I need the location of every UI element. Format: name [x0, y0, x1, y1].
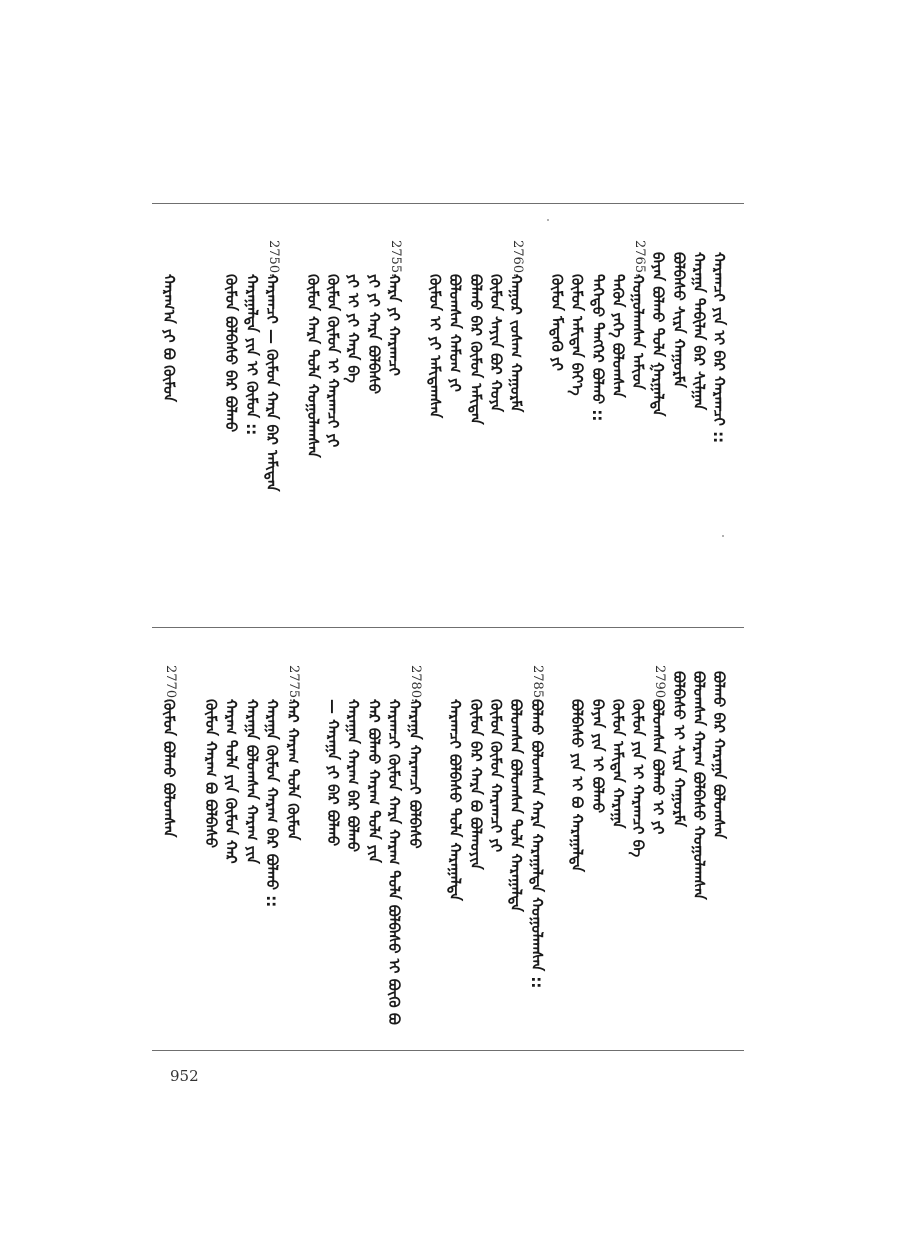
text-column: ᠬᠦᠮᠦᠨ ᠪᠡᠷ ᠬᠠᠷᠠ ᠪᠣ ᠪᠣᠯᠬᠤᠶᠢᠨ [467, 699, 485, 870]
text-column: ᠬᠦᠮᠦᠨ ᠬᠠᠷᠠ ᠲᠤᠯᠠ ᠬᠤᠭᠤᠯᠠᠭᠰᠠᠨ [304, 274, 322, 458]
text-column: ᠬᠠᠷᠠᠭᠠᠨ ᠬᠠᠷᠠᠭ ᠪᠡᠷ ᠪᠣᠯᠬᠤ [344, 699, 362, 853]
text-column: ᠬᠤᠭᠤᠯᠠᠭᠰᠠᠨ ᠠᠮᠢᠳ [629, 274, 647, 390]
text-column: ᠬᠠᠷᠠᠭᠴᠢ ᠬᠦᠮᠦᠨ ᠬᠠᠷᠠ ᠬᠠᠷᠠᠭ ᠲᠤᠯᠠ ᠪᠣᠯᠪᠠᠰᠤ ᠢ ᠪᠦᠬᠦ ᠪᠣ [385, 699, 403, 1025]
text-column: ᠲᠡᠭᠡᠳᠦ ᠲᠡᠩᠭᠡᠷ ᠪᠣᠯᠬᠤ :: [589, 274, 607, 422]
text-column: ᠪᠣᠯᠪᠠᠰᠤ ᠶᠢᠨ ᠢ ᠪᠣ ᠬᠠᠷᠠᠭᠠᠯᠲᠠ [568, 699, 586, 873]
text-column: ᠬᠠᠷᠠᠭᠠ ᠲᠠᠪᠢᠯᠠᠨ ᠪᠡᠷ ᠰᠢᠯᠭᠠᠨ [690, 252, 708, 411]
text-column: ᠬᠠᠷᠠᠭᠠᠯᠲᠠ ᠶᠢᠨ ᠢ ᠬᠦᠮᠦᠨ :: [243, 274, 261, 436]
text-column: ᠶᠢ ᠢ ᠶᠢ ᠬᠠᠷᠠ ᠪᠡ [344, 274, 362, 383]
text-column: ᠪᠣᠯᠬᠤ ᠪᠣᠯᠤᠭᠰᠠᠨ ᠬᠠᠷᠠ ᠬᠠᠷᠠᠭᠠᠯᠲᠠ ᠬᠤᠭᠤᠯᠠᠭᠰᠠᠨ :: [528, 699, 546, 989]
text-column: ᠬᠠᠷᠠᠭᠴᠢ — ᠬᠦᠮᠦᠨ ᠬᠠᠷᠠ ᠪᠡᠷ ᠠᠮᠢᠲᠠᠨ [263, 274, 281, 492]
text-column: ᠬᠦᠮᠦᠨ ᠬᠦᠮᠦᠨ ᠢ ᠬᠠᠷᠠᠭᠴᠢ ᠶᠢ [324, 274, 342, 448]
text-column: — ᠬᠠᠷᠠᠭᠠ ᠶᠢ ᠪᠡᠷ ᠪᠣᠯᠬᠤ [324, 699, 342, 847]
line-number: 2775. [286, 665, 301, 703]
text-column: ᠬᠠᠷᠠᠭ᠎ᠠ ᠶᠢ ᠪᠣ ᠬᠦᠮᠦᠨ [160, 274, 178, 403]
text-column: ᠬᠦᠮᠦᠨ ᠰᠠᠶᠢᠨ ᠪᠣᠷ ᠬᠣᠶᠠ [487, 274, 505, 413]
text-column: ᠬᠠᠷᠠᠭᠠ ᠬᠠᠷᠠᠭᠴᠢ ᠪᠣᠯᠪᠠᠰᠤ [406, 699, 424, 849]
text-column: ᠪᠣᠯᠤᠭᠰᠠᠨ ᠬᠠᠷᠠᠭ ᠪᠣᠯᠪᠠᠰᠤ ᠬᠤᠭᠤᠯᠠᠭᠰᠠᠨ [690, 671, 708, 900]
text-column: ᠬᠠᠷᠠᠭᠠ ᠪᠣᠯᠤᠭᠰᠠᠨ ᠬᠠᠷᠠᠭ ᠶᠢᠨ [243, 699, 261, 864]
line-number: 2770. [163, 665, 178, 703]
text-column: ᠪᠣᠯᠬᠤ ᠪᠡᠷ ᠬᠦᠮᠦᠨ ᠠᠮᠢᠲᠠᠨ [467, 274, 485, 425]
text-column: ᠬᠦᠮᠦᠨ ᠶᠢᠨ ᠢ ᠬᠠᠷᠠᠭᠴᠢ ᠪᠡ [629, 699, 647, 858]
text-column: ᠪᠠᠶᠠᠨ ᠶᠢᠨ ᠢ ᠪᠣᠯᠬᠤ [589, 699, 607, 814]
line-number: 2790. [652, 665, 667, 703]
text-column: ᠪᠣᠯᠤᠭᠰᠠᠨ ᠪᠣᠯᠤᠭᠰᠠᠨ ᠲᠤᠯᠠ ᠬᠠᠷᠠᠭᠠᠯᠲᠠ [507, 699, 525, 912]
text-column: ᠬᠠᠷᠠᠭᠴᠢ ᠪᠣᠯᠪᠠᠰᠤ ᠲᠤᠯᠠ ᠬᠠᠷᠠᠭᠠᠯᠲᠠ [446, 699, 464, 901]
speck [547, 219, 549, 221]
text-column: ᠪᠠᠶᠠᠨ ᠪᠣᠯᠬᠤ ᠲᠤᠯᠠ ᠭᠠᠷᠭᠠᠯᠲᠠ [649, 252, 667, 417]
text-column: ᠬᠦᠮᠦᠨ ᠠᠮᠢᠲᠠᠨ ᠪᠡᠶ᠎ᠡ [568, 274, 586, 396]
text-column: ᠬᠦᠮᠦᠨ ᠪᠣᠯᠪᠠᠰᠤ ᠪᠡᠷ ᠪᠣᠯᠬᠤ [222, 274, 240, 433]
text-column: ᠪᠣᠯᠪᠠᠰᠤ ᠢ ᠰᠢᠷᠡ ᠬᠠᠭᠤᠷᠮᠠ [670, 671, 688, 828]
text-column: ᠬᠠᠭᠤᠷ ᠵᠤᠰᠠᠭ ᠬᠠᠭᠤᠷᠮᠠ [507, 274, 525, 413]
text-column: ᠬᠠᠷᠠᠭᠠ ᠬᠦᠮᠦᠨ ᠬᠠᠷᠠᠭ ᠪᠡᠷ ᠪᠣᠯᠬᠤ :: [263, 699, 281, 908]
line-number: 2760. [510, 240, 525, 278]
text-column: ᠶᠢ ᠶᠢ ᠬᠠᠷᠠ ᠪᠣᠯᠪᠠᠰᠤ [365, 274, 383, 394]
text-column: ᠪᠣᠯᠬᠤ ᠪᠡᠷ ᠬᠠᠷᠠᠭᠠ ᠪᠣᠯᠤᠭᠰᠠᠨ [710, 671, 728, 839]
bottom-rule [152, 1050, 744, 1051]
text-column: ᠪᠣᠯᠤᠭᠰᠠᠨ ᠬᠠᠮᠤᠭ ᠶᠢ [446, 274, 464, 392]
line-number: 2755. [388, 240, 403, 278]
text-column: ᠬᠠᠷᠠᠭᠴᠢ ᠶᠢᠨ ᠢ ᠪᠡᠷ ᠬᠠᠷᠠᠭᠴᠢ :: [710, 252, 728, 444]
text-column: ᠬᠠᠷᠠᠭ ᠲᠤᠯᠠ ᠶᠢᠨ ᠬᠦᠮᠦᠨ ᠬᠠᠷ [222, 699, 240, 864]
text-column: ᠬᠦᠮᠦᠨ ᠬᠦᠮᠦᠨ ᠬᠠᠷᠠᠭᠴᠢ ᠶᠢ [487, 699, 505, 853]
text-column: ᠬᠦᠮᠦᠨ ᠪᠣᠯᠬᠤ ᠪᠣᠯᠤᠭᠰᠠᠨ [160, 699, 178, 838]
text-column: ᠬᠦᠮᠦᠨ ᠮᠡᠳᠡᠬᠦ ᠶᠢ [548, 274, 566, 371]
line-number: 2750. [266, 240, 281, 278]
text-column: ᠲᠡᠭᠦᠨ ᠶᠡᠭᠡ ᠪᠣᠯᠤᠭᠰᠠᠨ [609, 274, 627, 398]
text-column: ᠪᠣᠯᠤᠭᠰᠠᠨ ᠪᠣᠯᠬᠤ ᠢ ᠶᠢ [649, 699, 667, 835]
text-column: ᠬᠠᠷ ᠬᠠᠷᠠᠭ ᠲᠤᠯᠠ ᠬᠦᠮᠦᠨ [284, 699, 302, 841]
line-number: 2785. [530, 665, 545, 703]
speck [722, 535, 724, 537]
text-column: ᠪᠣᠯᠪᠠᠰᠤ ᠰᠢᠷᠡ ᠬᠠᠭᠤᠷᠮᠠ [670, 252, 688, 388]
text-column: ᠬᠠᠷ ᠪᠣᠯᠬᠤ ᠬᠠᠷᠠᠭ ᠲᠤᠯᠠ ᠶᠢᠨ [365, 699, 383, 863]
page-number: 952 [170, 1067, 199, 1085]
line-number: 2765. [632, 240, 647, 278]
line-number: 2780. [408, 665, 423, 703]
text-column: ᠬᠦᠮᠦᠨ ᠢ ᠶᠢ ᠠᠮᠢᠲᠠᠭᠰᠠᠨ [426, 274, 444, 419]
text-column: ᠬᠦᠮᠦᠨ ᠠᠮᠢᠲᠠᠨ ᠬᠠᠷᠠᠭᠠ [609, 699, 627, 829]
text-column: ᠬᠦᠮᠦᠨ ᠬᠠᠷᠠᠭ ᠪᠣ ᠪᠣᠯᠪᠠᠰᠤ [202, 699, 220, 849]
text-column: ᠬᠠᠷᠠ ᠶᠢ ᠬᠠᠷᠠᠭᠴᠢ [385, 274, 403, 376]
text-block-2 [0, 627, 899, 1050]
